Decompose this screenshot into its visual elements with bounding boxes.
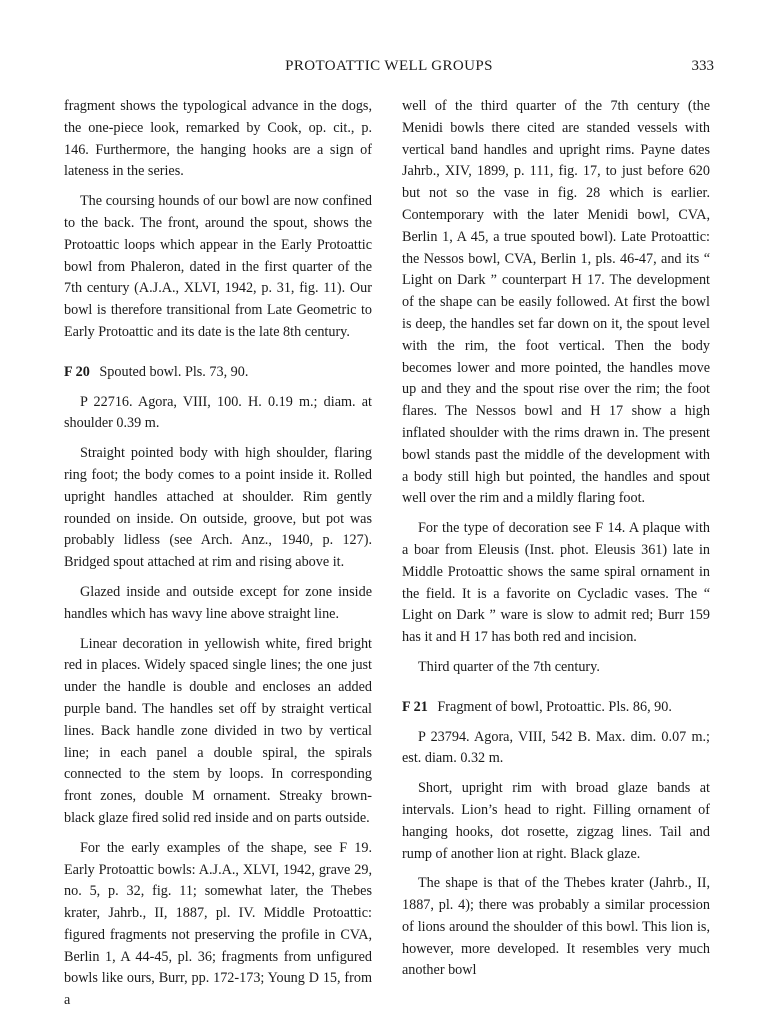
left-column — [64, 96, 372, 1020]
entry-title: Spouted bowl. Pls. 73, 90. — [99, 363, 249, 380]
paragraph: The coursing hounds of our bowl are now confined to the back. The front, around the spout, shows the Protoattic loops which appear in the Early Protoattic bowl from Phaleron, dated in the first quarter of the 7th century (A.J.A., XLVI, 1942, p. 31, fig. 11). Our bowl is therefore transitional from Late Geometric to Early Protoattic and its date is the late 8th century. — [64, 193, 372, 340]
paragraph: Glazed inside and outside except for zone inside handles which has wavy line above straight line. — [64, 583, 372, 622]
page-header — [64, 58, 714, 80]
entry-number: F 20 — [64, 363, 90, 380]
entry-title: Fragment of bowl, Protoattic. Pls. 86, 90. — [437, 698, 672, 715]
paragraph: Straight pointed body with high shoulder, flaring ring foot; the body comes to a point inside it. Rolled upright handles attached at shoulder. Rim gently rounded on inside. On outside, groove, but pot was probably lidless (see Arch. Anz., 1940, p. 127). Bridged spout attached at rim and rising above it. — [64, 445, 372, 571]
paragraph: well of the third quarter of the 7th century (the Menidi bowls there cited are standed vessels with vertical band handles and upright rims. Payne dates Jahrb., XIV, 1899, p. 111, fig. 17, to just before 620 but not so the vase in fig. 28 which is earlier. Contemporary with the later Menidi bowl, CVA, Berlin 1, A 45, a true spouted bowl). Late Protoattic: the Nessos bowl, CVA, Berlin 1, pls. 46-47, and its “ Light on Dark ” counterpart H 17. The development of the shape can be easily followed. At first the bowl is deep, the handles set far down on it, the spout level with the rim, the foot vertical. Then the body becomes lower and more pointed, the handles move up and they and the spout rise over the rim; the foot flares. The Nessos bowl and H 17 show a high inflated shoulder with the rims drawn in. The present bowl stands past the middle of the development with a body still high but pointed, the handles and spout well over the rim and a mildly flaring foot. — [402, 98, 710, 507]
paragraph: Third quarter of the 7th century. — [418, 658, 600, 675]
paragraph: For the early examples of the shape, see F 19. Early Protoattic bowls: A.J.A., XLVI, 1942, grave 29, no. 5, p. 32, fig. 11; somewhat later, the Thebes krater, Jahrb., II, 1887, pl. IV. Middle Protoattic: figured fragments not preserving the profile in CVA, Berlin 1, A 44-45, pl. 36; fragments from unfigured bowls like ours, Burr, pp. 172-173; Young D 15, from a — [64, 839, 372, 1009]
running-title: PROTOATTIC WELL GROUPS — [285, 58, 493, 74]
page-number: 333 — [691, 58, 714, 74]
entry-heading-f21 — [402, 697, 710, 719]
paragraph: Linear decoration in yellowish white, fired bright red in places. Widely spaced single lines; the one just under the handle is double and encloses an added purple band. The handles set off by straight vertical lines. Back handle zone divided in two by vertical line; in each panel a double spiral, the spirals connected to the stem by loops. In corresponding front zones, double M ornament. Streaky brown-black glaze fired solid red inside and on parts outside. — [64, 635, 372, 826]
inventory-line: P 22716. Agora, VIII, 100. H. 0.19 m.; diam. at shoulder 0.39 m. — [64, 393, 372, 432]
paragraph: The shape is that of the Thebes krater (Jahrb., II, 1887, pl. 4); there was probably a similar procession of lions around the shoulder of this bowl. This lion is, however, more developed. It resembles very much another bowl — [402, 875, 710, 979]
right-column — [402, 96, 710, 990]
paragraph: Short, upright rim with broad glaze bands at intervals. Lion’s head to right. Filling ornament of hanging hooks, dot rosette, zigzag lines. Tail and rump of another lion at right. Black glaze. — [402, 780, 710, 862]
paragraph: For the type of decoration see F 14. A plaque with a boar from Eleusis (Inst. phot. Eleusis 361) late in Middle Protoattic shows the same spiral ornament in the field. It is a favorite on Cycladic vases. The “ Light on Dark ” ware is slow to admit red; Burr 159 has it and H 17 has both red and incision. — [402, 520, 710, 646]
entry-number: F 21 — [402, 698, 428, 715]
entry-heading-f20 — [64, 362, 372, 384]
paragraph: fragment shows the typological advance in the dogs, the one-piece look, remarked by Cook, op. cit., p. 146. Furthermore, the hanging hooks are a sign of lateness in the series. — [64, 98, 372, 180]
inventory-line: P 23794. Agora, VIII, 542 B. Max. dim. 0.07 m.; est. diam. 0.32 m. — [402, 728, 710, 767]
